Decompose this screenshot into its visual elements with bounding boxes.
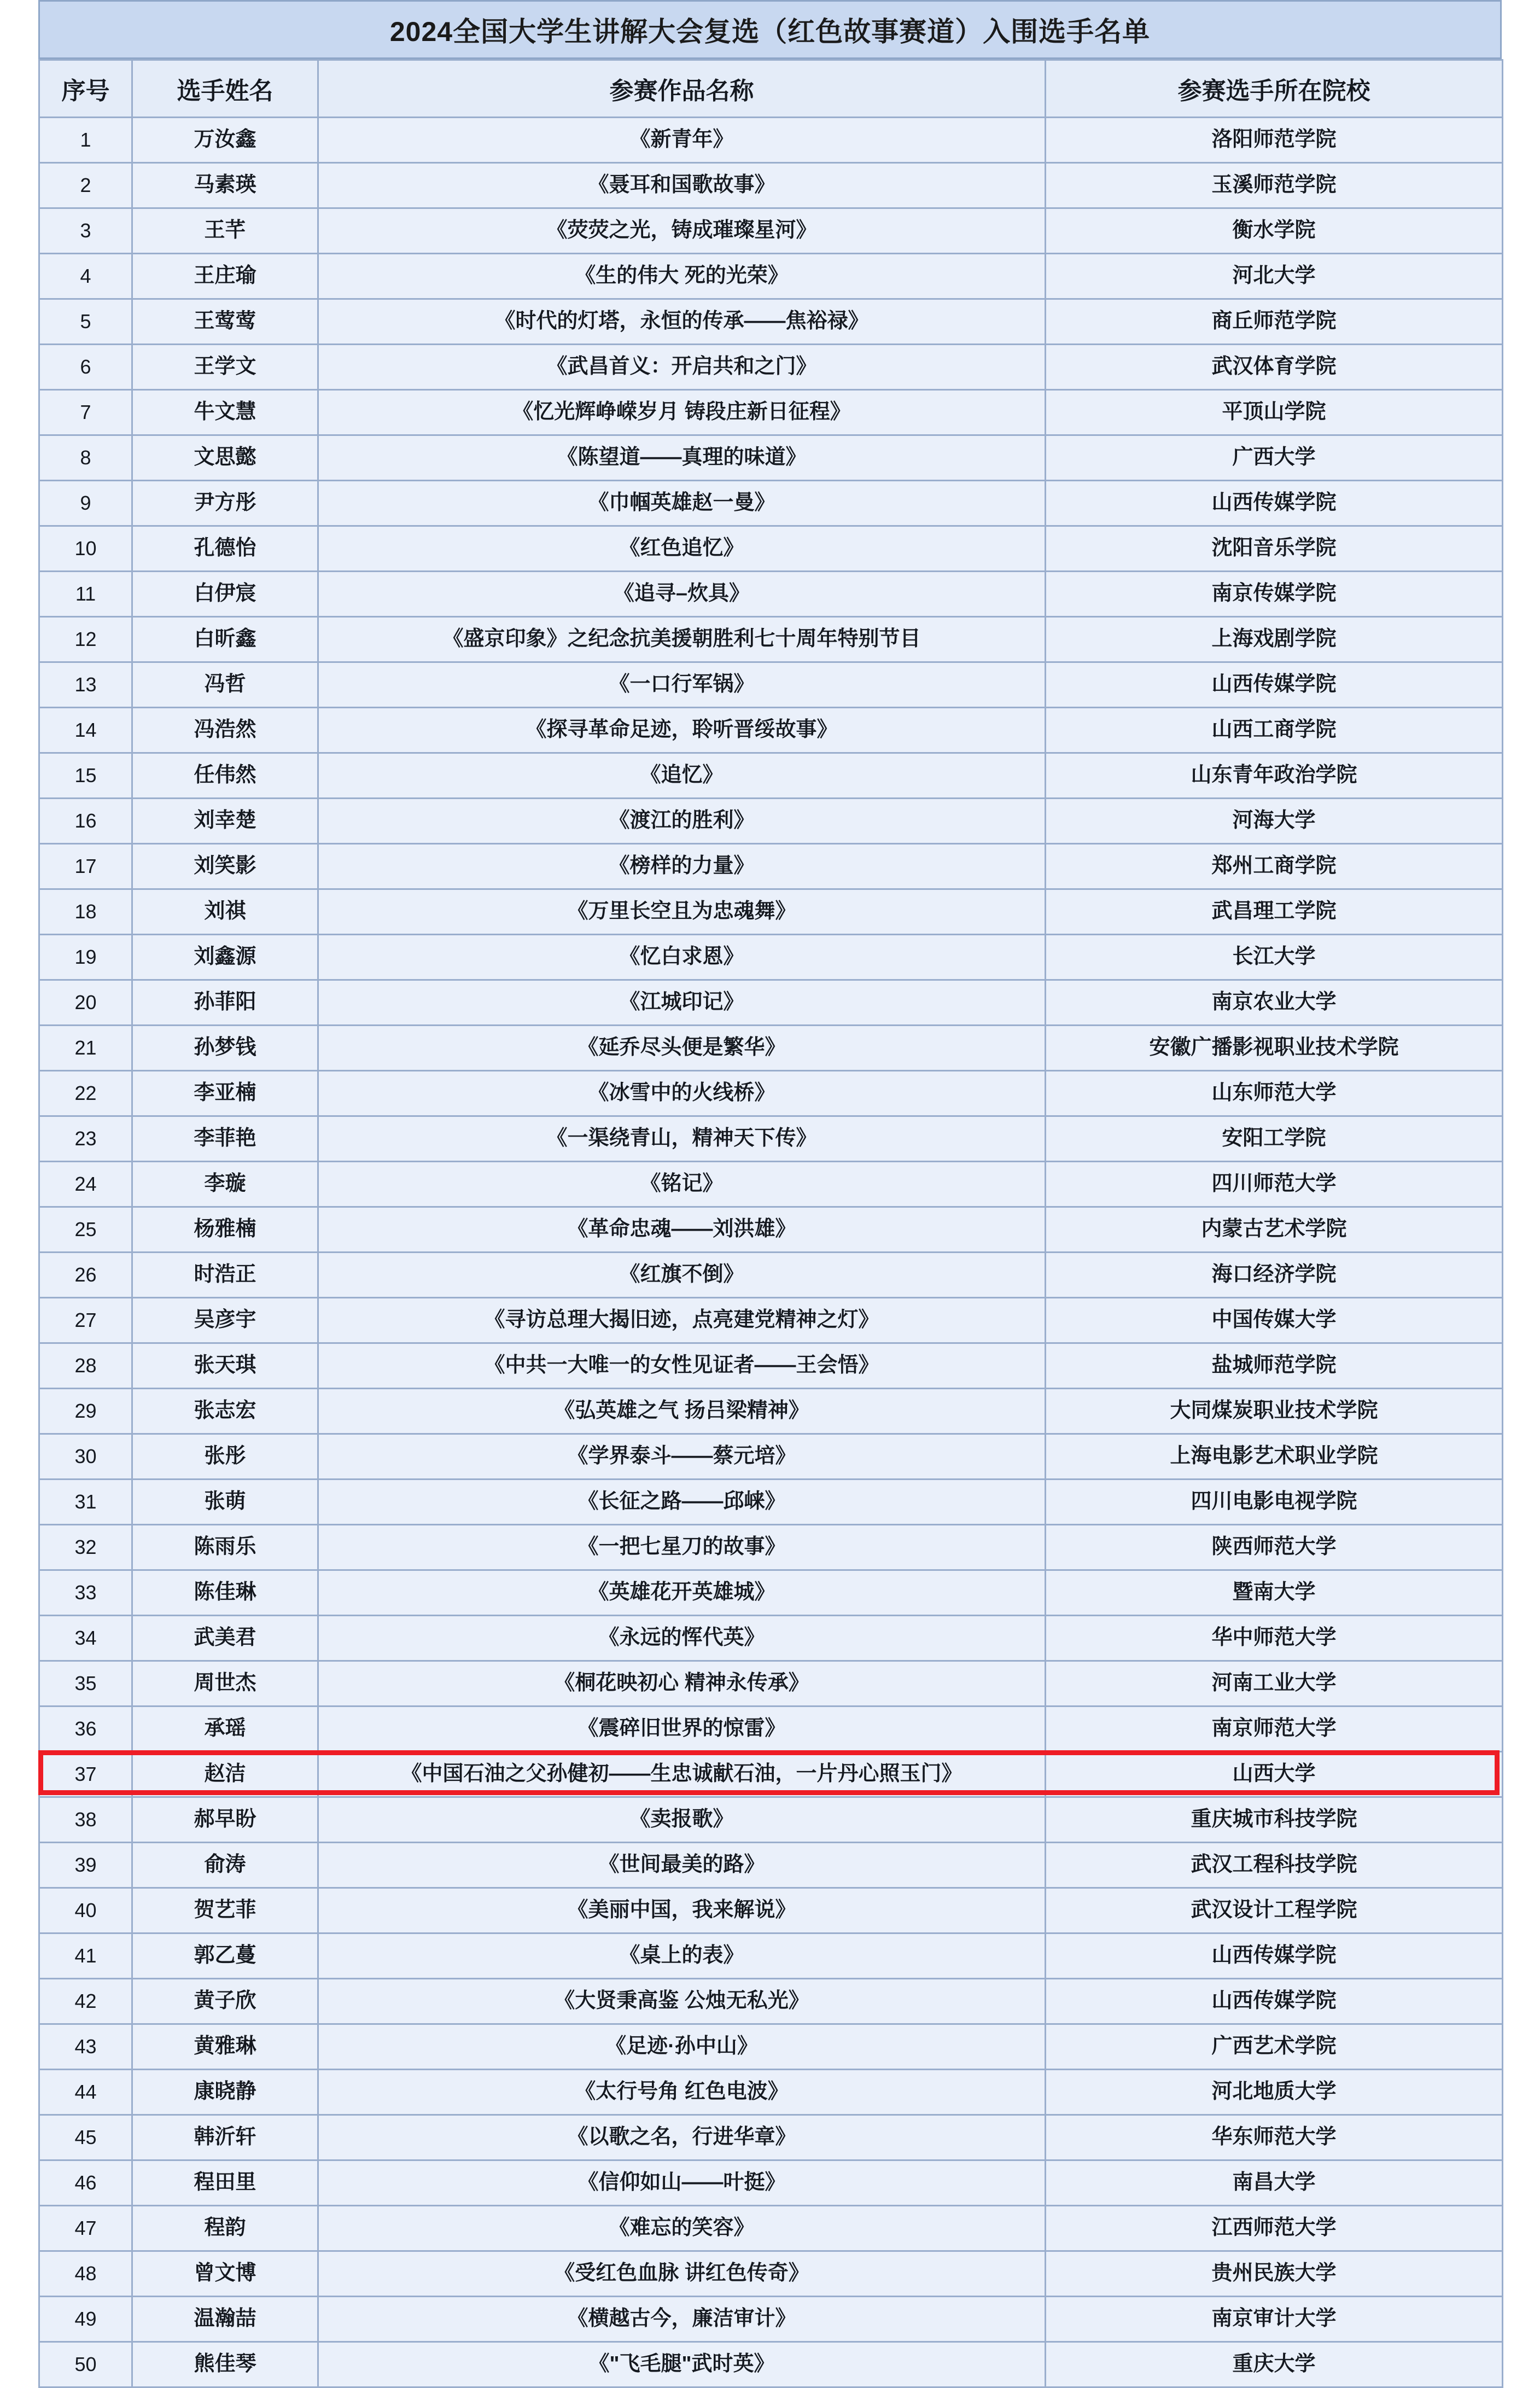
table-row — [39, 2024, 1503, 2070]
roster-table-body — [39, 118, 1503, 2387]
cell-school: 南京农业大学 — [1046, 980, 1503, 1026]
cell-name: 万汝鑫 — [132, 118, 318, 163]
cell-school: 贵州民族大学 — [1046, 2251, 1503, 2297]
cell-work: 《寻访总理大揭旧迹，点亮建党精神之灯》 — [318, 1298, 1046, 1343]
cell-name: 陈佳琳 — [132, 1570, 318, 1616]
cell-school: 平顶山学院 — [1046, 390, 1503, 435]
cell-school: 河海大学 — [1046, 799, 1503, 844]
cell-school: 内蒙古艺术学院 — [1046, 1207, 1503, 1253]
cell-work: 《"飞毛腿"武时英》 — [318, 2342, 1046, 2387]
table-row — [39, 1298, 1503, 1343]
table-row — [39, 1979, 1503, 2024]
cell-work: 《以歌之名，行进华章》 — [318, 2115, 1046, 2160]
cell-work: 《足迹·孙中山》 — [318, 2024, 1046, 2070]
cell-work: 《革命忠魂——刘洪雄》 — [318, 1207, 1046, 1253]
cell-work: 《探寻革命足迹，聆听晋绥故事》 — [318, 708, 1046, 753]
cell-no: 26 — [39, 1253, 132, 1298]
table-row — [39, 935, 1503, 980]
table-row — [39, 1661, 1503, 1706]
cell-no: 38 — [39, 1797, 132, 1843]
cell-no: 33 — [39, 1570, 132, 1616]
cell-name: 赵洁 — [132, 1752, 318, 1797]
table-header-row — [39, 60, 1503, 118]
cell-no: 3 — [39, 208, 132, 254]
cell-school: 暨南大学 — [1046, 1570, 1503, 1616]
cell-school: 河南工业大学 — [1046, 1661, 1503, 1706]
cell-work: 《信仰如山——叶挺》 — [318, 2160, 1046, 2206]
cell-name: 程韵 — [132, 2206, 318, 2251]
cell-school: 安阳工学院 — [1046, 1116, 1503, 1162]
cell-work: 《英雄花开英雄城》 — [318, 1570, 1046, 1616]
cell-name: 白昕鑫 — [132, 617, 318, 662]
cell-work: 《一口行军锅》 — [318, 662, 1046, 708]
cell-no: 32 — [39, 1525, 132, 1570]
cell-name: 冯浩然 — [132, 708, 318, 753]
cell-work: 《武昌首义：开启共和之门》 — [318, 345, 1046, 390]
cell-no: 5 — [39, 299, 132, 345]
cell-no: 18 — [39, 889, 132, 935]
table-row — [39, 844, 1503, 889]
table-row — [39, 1616, 1503, 1661]
cell-no: 19 — [39, 935, 132, 980]
cell-work: 《中共一大唯一的女性见证者——王会悟》 — [318, 1343, 1046, 1389]
cell-name: 贺艺菲 — [132, 1888, 318, 1933]
cell-no: 27 — [39, 1298, 132, 1343]
cell-no: 40 — [39, 1888, 132, 1933]
cell-no: 22 — [39, 1071, 132, 1116]
cell-school: 南京传媒学院 — [1046, 572, 1503, 617]
cell-no: 46 — [39, 2160, 132, 2206]
cell-no: 13 — [39, 662, 132, 708]
cell-no: 12 — [39, 617, 132, 662]
cell-work: 《忆白求恩》 — [318, 935, 1046, 980]
cell-school: 南京审计大学 — [1046, 2297, 1503, 2342]
table-row — [39, 208, 1503, 254]
cell-school: 华东师范大学 — [1046, 2115, 1503, 2160]
cell-work: 《追寻–炊具》 — [318, 572, 1046, 617]
cell-no: 37 — [39, 1752, 132, 1797]
cell-name: 张天琪 — [132, 1343, 318, 1389]
cell-name: 白伊宸 — [132, 572, 318, 617]
cell-name: 王莺莺 — [132, 299, 318, 345]
cell-no: 14 — [39, 708, 132, 753]
cell-school: 四川师范大学 — [1046, 1162, 1503, 1207]
cell-work: 《难忘的笑容》 — [318, 2206, 1046, 2251]
table-row — [39, 1162, 1503, 1207]
cell-work: 《震碎旧世界的惊雷》 — [318, 1706, 1046, 1752]
cell-school: 山西传媒学院 — [1046, 481, 1503, 526]
cell-no: 28 — [39, 1343, 132, 1389]
table-row — [39, 662, 1503, 708]
cell-no: 2 — [39, 163, 132, 208]
table-row — [39, 526, 1503, 572]
cell-school: 洛阳师范学院 — [1046, 118, 1503, 163]
table-row — [39, 1389, 1503, 1434]
cell-name: 李菲艳 — [132, 1116, 318, 1162]
cell-name: 王芊 — [132, 208, 318, 254]
cell-no: 6 — [39, 345, 132, 390]
table-row — [39, 2297, 1503, 2342]
table-row — [39, 2206, 1503, 2251]
cell-school: 衡水学院 — [1046, 208, 1503, 254]
cell-no: 10 — [39, 526, 132, 572]
cell-no: 17 — [39, 844, 132, 889]
table-row — [39, 1116, 1503, 1162]
cell-work: 《弘英雄之气 扬吕梁精神》 — [318, 1389, 1046, 1434]
cell-name: 郝早盼 — [132, 1797, 318, 1843]
column-header-school: 参赛选手所在院校 — [1046, 60, 1503, 118]
cell-name: 孙梦钱 — [132, 1026, 318, 1071]
cell-school: 山西大学 — [1046, 1752, 1503, 1797]
cell-no: 43 — [39, 2024, 132, 2070]
table-row — [39, 481, 1503, 526]
cell-name: 韩沂轩 — [132, 2115, 318, 2160]
cell-no: 48 — [39, 2251, 132, 2297]
cell-school: 山西传媒学院 — [1046, 662, 1503, 708]
cell-no: 29 — [39, 1389, 132, 1434]
table-row — [39, 2342, 1503, 2387]
table-row — [39, 2160, 1503, 2206]
cell-work: 《太行号角 红色电波》 — [318, 2070, 1046, 2115]
cell-work: 《受红色血脉 讲红色传奇》 — [318, 2251, 1046, 2297]
cell-school: 安徽广播影视职业技术学院 — [1046, 1026, 1503, 1071]
cell-name: 程田里 — [132, 2160, 318, 2206]
cell-school: 玉溪师范学院 — [1046, 163, 1503, 208]
table-row — [39, 435, 1503, 481]
cell-work: 《桐花映初心 精神永传承》 — [318, 1661, 1046, 1706]
cell-name: 郭乙蔓 — [132, 1933, 318, 1979]
cell-name: 牛文慧 — [132, 390, 318, 435]
cell-no: 1 — [39, 118, 132, 163]
cell-school: 广西大学 — [1046, 435, 1503, 481]
cell-school: 武汉设计工程学院 — [1046, 1888, 1503, 1933]
cell-work: 《美丽中国，我来解说》 — [318, 1888, 1046, 1933]
cell-school: 盐城师范学院 — [1046, 1343, 1503, 1389]
table-row — [39, 1525, 1503, 1570]
table-row — [39, 1797, 1503, 1843]
column-header-name: 选手姓名 — [132, 60, 318, 118]
table-row — [39, 1207, 1503, 1253]
cell-name: 温瀚喆 — [132, 2297, 318, 2342]
table-row — [39, 1026, 1503, 1071]
table-row — [39, 1434, 1503, 1480]
cell-no: 41 — [39, 1933, 132, 1979]
cell-no: 24 — [39, 1162, 132, 1207]
cell-school: 山东青年政治学院 — [1046, 753, 1503, 799]
column-header-no: 序号 — [39, 60, 132, 118]
cell-no: 21 — [39, 1026, 132, 1071]
cell-school: 山东师范大学 — [1046, 1071, 1503, 1116]
cell-no: 39 — [39, 1843, 132, 1888]
cell-name: 时浩正 — [132, 1253, 318, 1298]
cell-school: 重庆大学 — [1046, 2342, 1503, 2387]
cell-school: 商丘师范学院 — [1046, 299, 1503, 345]
table-row — [39, 617, 1503, 662]
cell-work: 《荧荧之光，铸成璀璨星河》 — [318, 208, 1046, 254]
cell-name: 武美君 — [132, 1616, 318, 1661]
cell-work: 《横越古今，廉洁审计》 — [318, 2297, 1046, 2342]
table-row — [39, 254, 1503, 299]
cell-school: 重庆城市科技学院 — [1046, 1797, 1503, 1843]
table-row — [39, 1843, 1503, 1888]
cell-school: 长江大学 — [1046, 935, 1503, 980]
cell-no: 34 — [39, 1616, 132, 1661]
table-row — [39, 163, 1503, 208]
table-row — [39, 2251, 1503, 2297]
cell-no: 4 — [39, 254, 132, 299]
table-row — [39, 980, 1503, 1026]
cell-work: 《冰雪中的火线桥》 — [318, 1071, 1046, 1116]
cell-school: 华中师范大学 — [1046, 1616, 1503, 1661]
cell-name: 马素瑛 — [132, 163, 318, 208]
table-row — [39, 345, 1503, 390]
cell-school: 武汉工程科技学院 — [1046, 1843, 1503, 1888]
cell-work: 《长征之路——邱崃》 — [318, 1480, 1046, 1525]
cell-no: 44 — [39, 2070, 132, 2115]
cell-work: 《渡江的胜利》 — [318, 799, 1046, 844]
cell-school: 河北大学 — [1046, 254, 1503, 299]
cell-name: 任伟然 — [132, 753, 318, 799]
table-row — [39, 572, 1503, 617]
cell-name: 熊佳琴 — [132, 2342, 318, 2387]
cell-work: 《一渠绕青山，精神天下传》 — [318, 1116, 1046, 1162]
cell-school: 上海戏剧学院 — [1046, 617, 1503, 662]
cell-name: 承瑶 — [132, 1706, 318, 1752]
cell-no: 35 — [39, 1661, 132, 1706]
cell-work: 《铭记》 — [318, 1162, 1046, 1207]
table-row — [39, 1480, 1503, 1525]
table-row — [39, 2070, 1503, 2115]
cell-no: 20 — [39, 980, 132, 1026]
cell-work: 《江城印记》 — [318, 980, 1046, 1026]
cell-name: 张志宏 — [132, 1389, 318, 1434]
cell-school: 广西艺术学院 — [1046, 2024, 1503, 2070]
cell-no: 15 — [39, 753, 132, 799]
cell-school: 武昌理工学院 — [1046, 889, 1503, 935]
cell-name: 曾文博 — [132, 2251, 318, 2297]
table-row — [39, 889, 1503, 935]
cell-work: 《聂耳和国歌故事》 — [318, 163, 1046, 208]
cell-name: 张萌 — [132, 1480, 318, 1525]
cell-school: 中国传媒大学 — [1046, 1298, 1503, 1343]
table-row — [39, 799, 1503, 844]
cell-name: 刘鑫源 — [132, 935, 318, 980]
table-row — [39, 1706, 1503, 1752]
cell-no: 11 — [39, 572, 132, 617]
cell-school: 沈阳音乐学院 — [1046, 526, 1503, 572]
cell-school: 河北地质大学 — [1046, 2070, 1503, 2115]
table-row — [39, 1570, 1503, 1616]
cell-name: 黄子欣 — [132, 1979, 318, 2024]
table-row — [39, 1071, 1503, 1116]
cell-school: 山西工商学院 — [1046, 708, 1503, 753]
cell-name: 康晓静 — [132, 2070, 318, 2115]
cell-work: 《榜样的力量》 — [318, 844, 1046, 889]
cell-work: 《陈望道——真理的味道》 — [318, 435, 1046, 481]
cell-name: 周世杰 — [132, 1661, 318, 1706]
cell-name: 俞涛 — [132, 1843, 318, 1888]
cell-school: 上海电影艺术职业学院 — [1046, 1434, 1503, 1480]
cell-name: 冯哲 — [132, 662, 318, 708]
cell-work: 《学界泰斗——蔡元培》 — [318, 1434, 1046, 1480]
cell-no: 31 — [39, 1480, 132, 1525]
cell-name: 李璇 — [132, 1162, 318, 1207]
cell-name: 刘笑影 — [132, 844, 318, 889]
cell-work: 《巾帼英雄赵一曼》 — [318, 481, 1046, 526]
table-row — [39, 2115, 1503, 2160]
cell-no: 8 — [39, 435, 132, 481]
column-header-work: 参赛作品名称 — [318, 60, 1046, 118]
document-title-bar — [38, 0, 1502, 59]
cell-name: 文思懿 — [132, 435, 318, 481]
cell-work: 《时代的灯塔，永恒的传承——焦裕禄》 — [318, 299, 1046, 345]
cell-no: 50 — [39, 2342, 132, 2387]
cell-work: 《延乔尽头便是繁华》 — [318, 1026, 1046, 1071]
cell-no: 36 — [39, 1706, 132, 1752]
cell-school: 南昌大学 — [1046, 2160, 1503, 2206]
cell-school: 海口经济学院 — [1046, 1253, 1503, 1298]
table-row — [39, 1253, 1503, 1298]
cell-no: 47 — [39, 2206, 132, 2251]
cell-work: 《万里长空且为忠魂舞》 — [318, 889, 1046, 935]
page-title: 2024全国大学生讲解大会复选（红色故事赛道）入围选手名单 — [389, 16, 1151, 47]
cell-work: 《大贤秉高鉴 公烛无私光》 — [318, 1979, 1046, 2024]
cell-no: 25 — [39, 1207, 132, 1253]
table-row — [39, 1752, 1503, 1797]
cell-no: 23 — [39, 1116, 132, 1162]
cell-school: 陕西师范大学 — [1046, 1525, 1503, 1570]
cell-no: 42 — [39, 1979, 132, 2024]
cell-name: 张彤 — [132, 1434, 318, 1480]
cell-name: 黄雅琳 — [132, 2024, 318, 2070]
cell-school: 四川电影电视学院 — [1046, 1480, 1503, 1525]
cell-school: 武汉体育学院 — [1046, 345, 1503, 390]
cell-work: 《中国石油之父孙健初——生忠诚献石油，一片丹心照玉门》 — [318, 1752, 1046, 1797]
cell-work: 《新青年》 — [318, 118, 1046, 163]
cell-no: 30 — [39, 1434, 132, 1480]
cell-work: 《红旗不倒》 — [318, 1253, 1046, 1298]
table-row — [39, 1933, 1503, 1979]
cell-work: 《桌上的表》 — [318, 1933, 1046, 1979]
table-row — [39, 390, 1503, 435]
cell-name: 王庄瑜 — [132, 254, 318, 299]
cell-work: 《世间最美的路》 — [318, 1843, 1046, 1888]
table-row — [39, 299, 1503, 345]
cell-no: 49 — [39, 2297, 132, 2342]
roster-table — [38, 59, 1503, 2388]
cell-school: 南京师范大学 — [1046, 1706, 1503, 1752]
table-row — [39, 118, 1503, 163]
cell-school: 大同煤炭职业技术学院 — [1046, 1389, 1503, 1434]
table-row — [39, 753, 1503, 799]
cell-name: 杨雅楠 — [132, 1207, 318, 1253]
cell-school: 郑州工商学院 — [1046, 844, 1503, 889]
cell-name: 陈雨乐 — [132, 1525, 318, 1570]
cell-no: 7 — [39, 390, 132, 435]
cell-work: 《生的伟大 死的光荣》 — [318, 254, 1046, 299]
cell-no: 9 — [39, 481, 132, 526]
cell-school: 江西师范大学 — [1046, 2206, 1503, 2251]
table-row — [39, 708, 1503, 753]
cell-work: 《一把七星刀的故事》 — [318, 1525, 1046, 1570]
cell-name: 尹方彤 — [132, 481, 318, 526]
cell-work: 《忆光辉峥嵘岁月 铸段庄新日征程》 — [318, 390, 1046, 435]
cell-name: 王学文 — [132, 345, 318, 390]
cell-work: 《盛京印象》之纪念抗美援朝胜利七十周年特别节目 — [318, 617, 1046, 662]
cell-name: 李亚楠 — [132, 1071, 318, 1116]
cell-work: 《追忆》 — [318, 753, 1046, 799]
cell-name: 刘祺 — [132, 889, 318, 935]
cell-work: 《永远的恽代英》 — [318, 1616, 1046, 1661]
cell-no: 45 — [39, 2115, 132, 2160]
table-row — [39, 1343, 1503, 1389]
cell-name: 刘幸楚 — [132, 799, 318, 844]
cell-work: 《卖报歌》 — [318, 1797, 1046, 1843]
cell-school: 山西传媒学院 — [1046, 1979, 1503, 2024]
table-row — [39, 1888, 1503, 1933]
cell-school: 山西传媒学院 — [1046, 1933, 1503, 1979]
cell-name: 孔德怡 — [132, 526, 318, 572]
cell-work: 《红色追忆》 — [318, 526, 1046, 572]
cell-no: 16 — [39, 799, 132, 844]
cell-name: 孙菲阳 — [132, 980, 318, 1026]
cell-name: 吴彦宇 — [132, 1298, 318, 1343]
